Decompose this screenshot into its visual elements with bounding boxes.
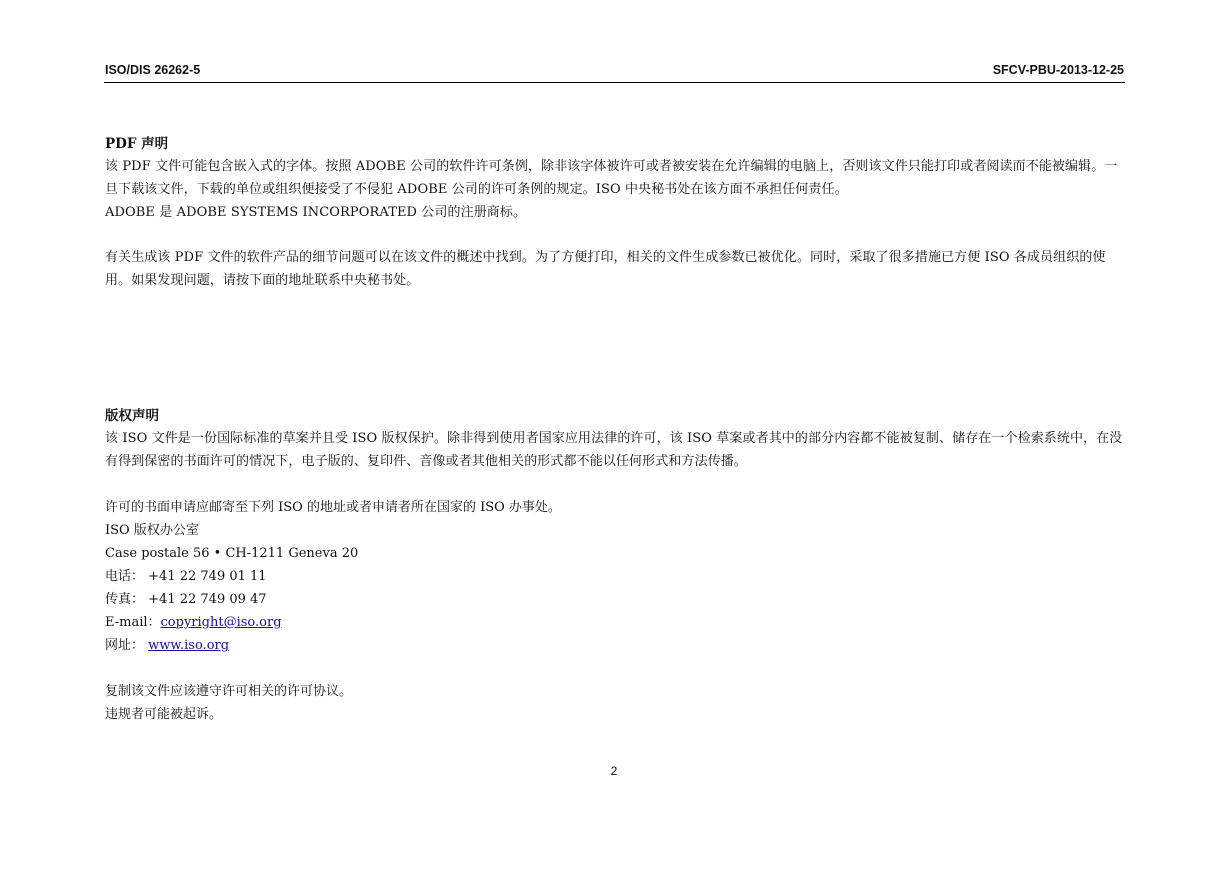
email-label: E-mail：: [105, 615, 161, 630]
email-link[interactable]: copyright@iso.org: [160, 615, 282, 630]
fax-label: 传真：: [105, 592, 145, 607]
copyright-section: [105, 405, 1125, 726]
web-label: 网址：: [105, 638, 145, 653]
page-number: 2: [610, 764, 618, 778]
copyright-office: ISO 版权办公室: [105, 523, 199, 538]
copyright-phone-line: [105, 565, 1125, 588]
copyright-request: 许可的书面申请应邮寄至下列 ISO 的地址或者申请者所在国家的 ISO 办事处。: [105, 500, 561, 515]
copyright-web-line: [105, 634, 1125, 657]
pdf-notice-paragraph-1: 该 PDF 文件可能包含嵌入式的字体。按照 ADOBE 公司的软件许可条例，除非该字体被许可或者被安装在允许编辑的电脑上，否则该文件只能打印或者阅读而不能被编辑。一旦下载该文件，下载的单位或组织便接受了不侵犯 ADOBE 公司的许可条例的规定。ISO 中央秘书处在该方面不承担任何责任。: [105, 159, 1118, 197]
page-header: [104, 62, 1125, 83]
header-doc-code: SFCV-PBU-2013-12-25: [992, 63, 1124, 77]
header-standard-id: ISO/DIS 26262-5: [105, 63, 201, 77]
fax-number: +41 22 749 09 47: [148, 592, 267, 607]
pdf-notice-paragraph-3: 有关生成该 PDF 文件的软件产品的细节问题可以在该文件的概述中找到。为了方便打印，相关的文件生成参数已被优化。同时，采取了很多措施已方便 ISO 各成员组织的使用。如果发现问题，请按下面的地址联系中央秘书处。: [105, 250, 1106, 288]
pdf-notice-section: [105, 133, 1125, 292]
phone-label: 电话：: [105, 569, 145, 584]
copyright-paragraph: 该 ISO 文件是一份国际标准的草案并且受 ISO 版权保护。除非得到使用者国家应用法律的许可，该 ISO 草案或者其中的部分内容都不能被复制、储存在一个检索系统中，在没有得到保密的书面许可的情况下，电子版的、复印件、音像或者其他相关的形式都不能以任何形式和方法传播。: [105, 431, 1123, 469]
copyright-fax-line: [105, 588, 1125, 611]
phone-number: +41 22 749 01 11: [148, 569, 267, 584]
pdf-notice-paragraph-2: ADOBE 是 ADOBE SYSTEMS INCORPORATED 公司的注册商标。: [105, 205, 527, 220]
web-link[interactable]: www.iso.org: [148, 638, 230, 653]
pdf-notice-title: PDF 声明: [105, 136, 169, 152]
copyright-email-line: [105, 611, 1125, 634]
copyright-title: 版权声明: [105, 408, 159, 424]
copyright-closing-2: 违规者可能被起诉。: [105, 707, 223, 722]
copyright-address: Case postale 56 • CH-1211 Geneva 20: [105, 546, 359, 561]
copyright-closing-1: 复制该文件应该遵守许可相关的许可协议。: [105, 684, 353, 699]
